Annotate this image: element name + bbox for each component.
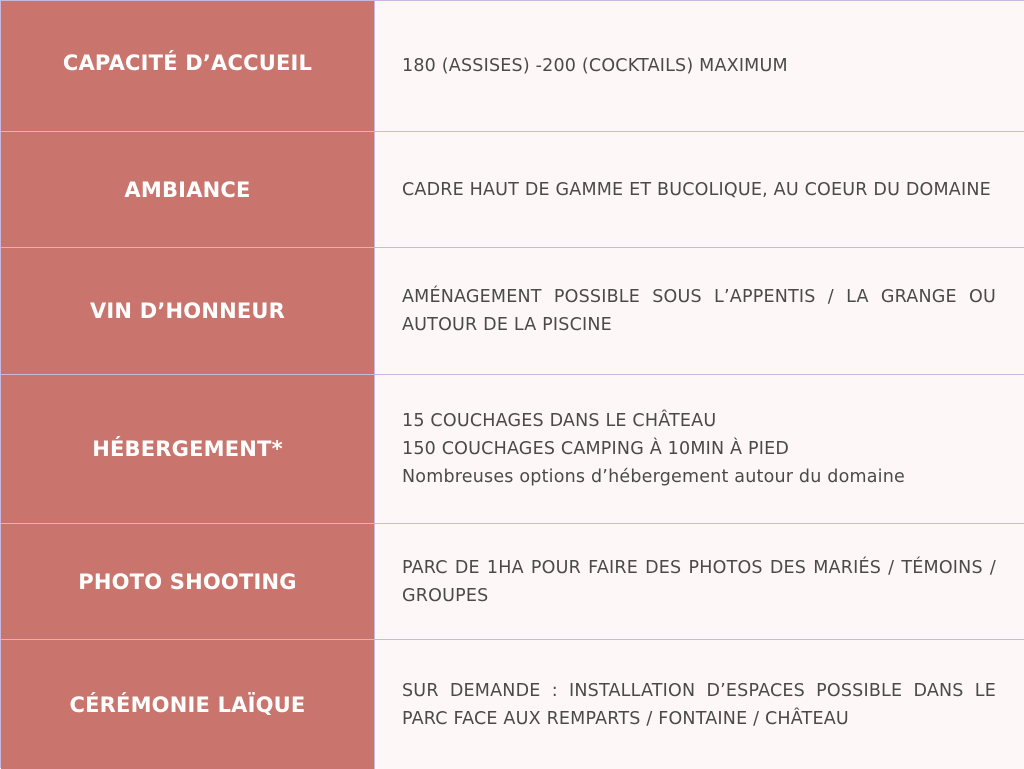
hebergement-line-3: Nombreuses options d’hébergement autour du domaine <box>402 467 905 487</box>
row-label-vin-honneur: VIN D’HONNEUR <box>1 248 375 374</box>
row-value-ceremonie <box>375 640 1024 769</box>
row-value-capacity <box>375 1 1024 131</box>
row-label-hebergement: HÉBERGEMENT* <box>1 375 375 523</box>
table-row-ceremonie <box>1 640 1024 769</box>
vin-honneur-text: AMÉNAGEMENT POSSIBLE SOUS L’APPENTIS / LA GRANGE OU AUTOUR DE LA PISCINE <box>402 287 996 335</box>
row-label-ambiance: AMBIANCE <box>1 132 375 247</box>
table-row-vin-honneur <box>1 248 1024 375</box>
ambiance-text: CADRE HAUT DE GAMME ET BUCOLIQUE, AU COEUR DU DOMAINE <box>402 179 991 200</box>
row-value-ambiance <box>375 132 1024 247</box>
row-label-ceremonie: CÉRÉMONIE LAÏQUE <box>1 640 375 769</box>
row-label-capacity: CAPACITÉ D’ACCUEIL <box>1 1 375 131</box>
table-row-capacity <box>1 1 1024 132</box>
row-value-hebergement <box>375 375 1024 523</box>
row-value-vin-honneur <box>375 248 1024 374</box>
row-label-photo-shooting: PHOTO SHOOTING <box>1 524 375 639</box>
table-row-hebergement <box>1 375 1024 524</box>
ceremonie-text: SUR DEMANDE : INSTALLATION D’ESPACES POSSIBLE DANS LE PARC FACE AUX REMPARTS / FONTAINE / CHÂTEAU <box>402 680 996 729</box>
hebergement-line-2: 150 COUCHAGES CAMPING À 10MIN À PIED <box>402 439 790 459</box>
hebergement-line-1: 15 COUCHAGES DANS LE CHÂTEAU <box>402 411 717 431</box>
table-row-photo-shooting <box>1 524 1024 640</box>
row-value-photo-shooting <box>375 524 1024 639</box>
capacity-text: 180 (ASSISES) -200 (COCKTAILS) MAXIMUM <box>402 56 788 76</box>
table-row-ambiance <box>1 132 1024 248</box>
photo-shooting-text: PARC DE 1HA POUR FAIRE DES PHOTOS DES MARIÉS / TÉMOINS / GROUPES <box>402 557 996 606</box>
